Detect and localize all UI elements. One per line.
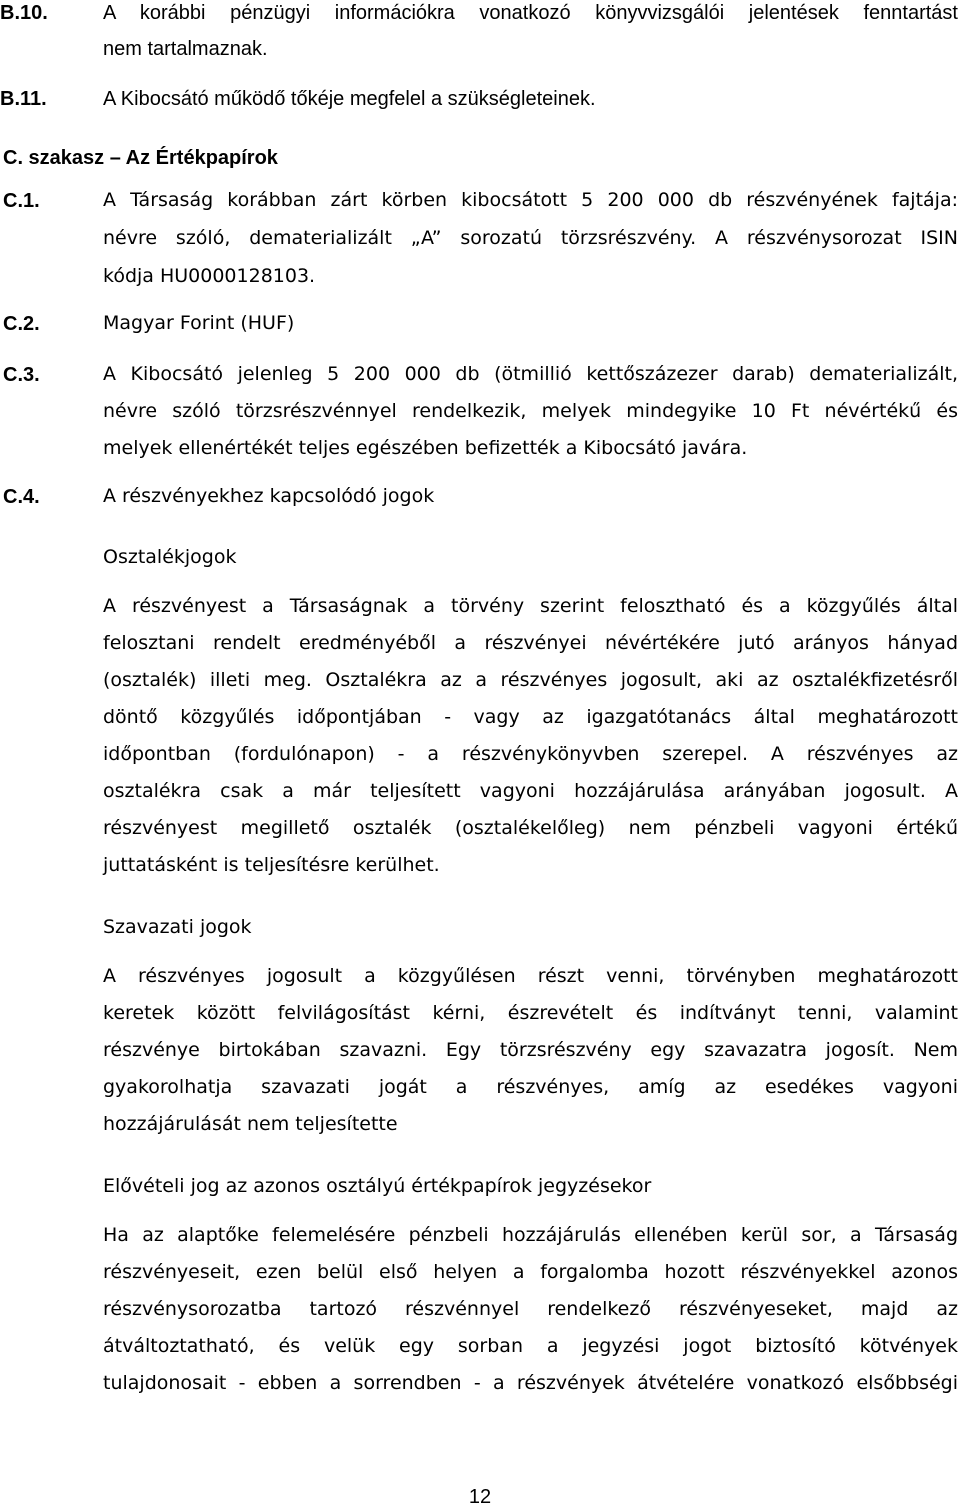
- c3-line-2: névre szóló törzsrészvénnyel rendelkezik, melyek mindegyike 10 Ft névértékű és: [103, 400, 958, 422]
- section-c-heading: C. szakasz – Az Értékpapírok: [3, 147, 278, 169]
- dividend-heading: Osztalékjogok: [103, 546, 237, 568]
- page-number: 12: [468, 1486, 492, 1508]
- b10-line-1: A korábbi pénzügyi információkra vonatkozó könyvvizsgálói jelentések fenntartást: [103, 2, 958, 24]
- voting-line-1: A részvényes jogosult a közgyűlésen részt venni, törvényben meghatározott: [103, 965, 958, 987]
- b10-line-2: nem tartalmaznak.: [103, 38, 268, 60]
- dividend-line-1: A részvényest a Társaságnak a törvény szerint felosztható és a közgyűlés által: [103, 595, 958, 617]
- c3-line-3: melyek ellenértékét teljes egészében befizették a Kibocsátó javára.: [103, 437, 748, 459]
- preemption-line-3: részvénysorozatba tartozó részvénnyel rendelkező részvényeseket, majd az: [103, 1298, 958, 1320]
- c1-line-1: A Társaság korábban zárt körben kibocsátott 5 200 000 db részvényének fajtája:: [103, 189, 958, 211]
- dividend-line-7: részvényest megillető osztalék (osztalékelőleg) nem pénzbeli vagyoni értékű: [103, 817, 958, 839]
- preemption-heading: Elővételi jog az azonos osztályú értékpapírok jegyzésekor: [103, 1175, 652, 1197]
- preemption-line-4: átváltoztatható, és velük egy sorban a jegyzési jogot biztosító kötvények: [103, 1335, 958, 1357]
- voting-heading: Szavazati jogok: [103, 916, 252, 938]
- dividend-line-5: időpontban (fordulónapon) - a részvénykönyvben szerepel. A részvényes az: [103, 743, 958, 765]
- item-number-c1: C.1.: [3, 190, 40, 212]
- item-number-b11: B.11.: [0, 88, 47, 110]
- item-number-c3: C.3.: [3, 364, 40, 386]
- c3-line-1: A Kibocsátó jelenleg 5 200 000 db (ötmillió kettőszázezer darab) dematerializált,: [103, 363, 958, 385]
- preemption-line-2: részvényeseit, ezen belül első helyen a forgalomba hozott részvényekkel azonos: [103, 1261, 958, 1283]
- voting-line-4: gyakorolhatja szavazati jogát a részvényes, amíg az esedékes vagyoni: [103, 1076, 958, 1098]
- dividend-line-3: (osztalék) illeti meg. Osztalékra az a részvényes jogosult, aki az osztalékfizetésről: [103, 669, 958, 691]
- c4-title: A részvényekhez kapcsolódó jogok: [103, 485, 435, 507]
- c1-line-3: kódja HU0000128103.: [103, 265, 316, 287]
- dividend-line-6: osztalékra csak a már teljesített vagyoni hozzájárulása arányában jogosult. A: [103, 780, 958, 802]
- preemption-line-5: tulajdonosait - ebben a sorrendben - a részvények átvételére vonatkozó elsőbbségi: [103, 1372, 958, 1394]
- dividend-line-4: döntő közgyűlés időpontjában - vagy az igazgatótanács által meghatározott: [103, 706, 958, 728]
- item-number-c4: C.4.: [3, 486, 40, 508]
- voting-line-3: részvénye birtokában szavazni. Egy törzsrészvény egy szavazatra jogosít. Nem: [103, 1039, 958, 1061]
- preemption-line-1: Ha az alaptőke felemelésére pénzbeli hozzájárulás ellenében kerül sor, a Társaság: [103, 1224, 958, 1246]
- voting-line-2: keretek között felvilágosítást kérni, észrevételt és indítványt tenni, valamint: [103, 1002, 958, 1024]
- b11-text: A Kibocsátó működő tőkéje megfelel a szükségleteinek.: [103, 88, 596, 110]
- voting-line-5: hozzájárulását nem teljesítette: [103, 1113, 398, 1135]
- dividend-line-2: felosztani rendelt eredményéből a részvényei névértékére jutó arányos hányad: [103, 632, 958, 654]
- dividend-line-8: juttatásként is teljesítésre kerülhet.: [103, 854, 440, 876]
- item-number-c2: C.2.: [3, 313, 40, 335]
- item-number-b10: B.10.: [0, 2, 48, 24]
- c2-text: Magyar Forint (HUF): [103, 312, 295, 334]
- c1-line-2: névre szóló, dematerializált „A” sorozatú törzsrészvény. A részvénysorozat ISIN: [103, 227, 958, 249]
